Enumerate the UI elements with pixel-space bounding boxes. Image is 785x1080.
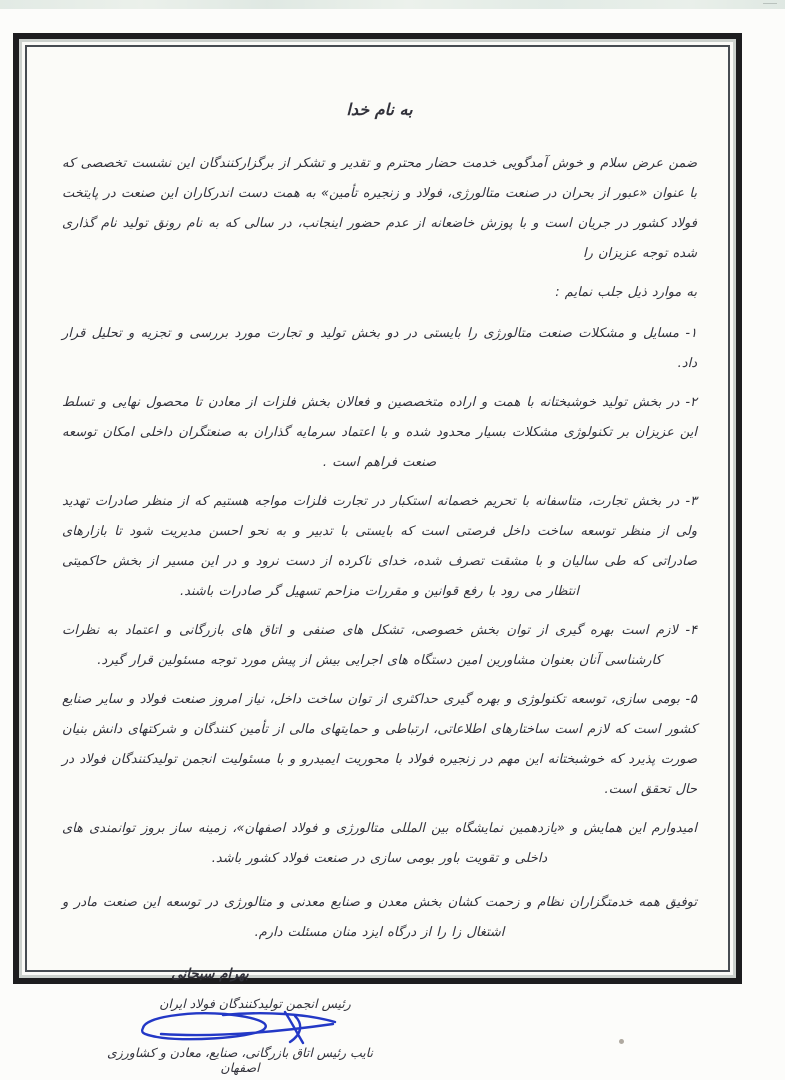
scanner-corner-mark bbox=[763, 0, 777, 4]
scan-speck bbox=[619, 1039, 624, 1044]
letter-sheet bbox=[13, 33, 742, 1075]
handwritten-signature bbox=[127, 1003, 353, 1049]
signer-role-primary: رئیس انجمن تولیدکنندگان فولاد ایران bbox=[159, 996, 351, 1011]
signature-block bbox=[90, 966, 390, 1075]
decorative-frame-inner-line bbox=[25, 45, 730, 1075]
closing-prayer-line: توفیق همه خدمتگزاران نظام و زحمت کشان بخش معدن و صنایع معدنی و متالورژی در توسعه این صنعت مادر و اشتغال زا را از درگاه ایزد منان مسئلت دارم. bbox=[62, 895, 697, 940]
list-item-2: ۲- در بخش تولید خوشبختانه با همت و اراده متخصصین و فعالان بخش فلزات از معادن تا محصول نهایی و تسلط این عزیزان بر تکنولوژی مشکلات بسیار محدود شده و با اعتماد سرمایه گذاران به صنعتگران داخلی امکان توسعه صنعت فراهم است . bbox=[62, 395, 697, 470]
scanner-edge-artifact bbox=[0, 0, 785, 9]
signer-role-secondary: نایب رئیس اتاق بازرگانی، صنایع، معادن و کشاورزی اصفهان bbox=[106, 1045, 374, 1075]
list-item-3: ۳- در بخش تجارت، متاسفانه با تحریم خصمانه استکبار در تجارت فلزات مواجه هستیم که از منظر صادرات تهدید ولی از منظر توسعه ساخت داخل فرصتی است که بایستی با تدبیر و به نحو احسن مدیریت شود تا بازارهای صادراتی که طی سالیان و با مشقت تصرف شده، خدای ناکرده از دست نرود و در این مسیر از بخش حاکمیتی انتظار می رود با رفع قوانین و مقررات مزاحم تسهیل گر صادرات باشند. bbox=[62, 494, 697, 599]
hope-paragraph: امیدوارم این همایش و «یازدهمین نمایشگاه بین المللی متالورژی و فولاد اصفهان»، زمینه ساز بروز توانمندی های داخلی و تقویت باور بومی سازی در صنعت فولاد کشور باشد. bbox=[62, 821, 697, 866]
letter-title: به نام خدا bbox=[346, 100, 413, 119]
list-item-1: ۱- مسایل و مشکلات صنعت متالورژی را بایستی در دو بخش تولید و تجارت مورد بررسی و تجزیه و تحلیل قرار داد. bbox=[62, 326, 698, 371]
signer-name: بهرام سبحانی bbox=[171, 966, 249, 982]
decorative-frame-outer bbox=[19, 39, 736, 1075]
list-item-4: ۴- لازم است بهره گیری از توان بخش خصوصی، تشکل های صنفی و اتاق های بازرگانی و اعتماد به نظرات کارشناسی آنان بعنوان مشاورین امین دستگاه های اجرایی بیش از پیش مورد توجه مسئولین قرار گیرد. bbox=[62, 623, 697, 668]
greeting-paragraph: ضمن عرض سلام و خوش آمدگویی خدمت حضار محترم و تقدیر و تشکر از برگزارکنندگان این نشست تخصصی که با عنوان «عبور از بحران در صنعت متالورژی، فولاد و زنجیره تأمین» به همت دست اندرکاران این صنعت در پایتخت فولاد کشور در جریان است و با پوزش خاضعانه از عدم حضور اینجانب، در سالی که به نام رونق تولید نام گذاری شده توجه عزیزان را bbox=[62, 156, 697, 261]
letter-content bbox=[32, 52, 723, 1075]
list-intro-line: به موارد ذیل جلب نمایم : bbox=[555, 285, 697, 300]
list-item-5: ۵- بومی سازی، توسعه تکنولوژی و بهره گیری حداکثری از توان ساخت داخل، نیاز امروز صنعت فولاد و سایر صنایع کشور است که لازم است ساختارهای اطلاعاتی، ارتباطی و حمایتهای مالی از تأمین کنندگان و شرکتهای دانش بنیان صورت پذیرد که خوشبختانه این مهم در زنجیره فولاد با محوریت ایمیدرو و با مسئولیت انجمن تولیدکنندگان فولاد در حال تحقق است. bbox=[62, 692, 697, 797]
